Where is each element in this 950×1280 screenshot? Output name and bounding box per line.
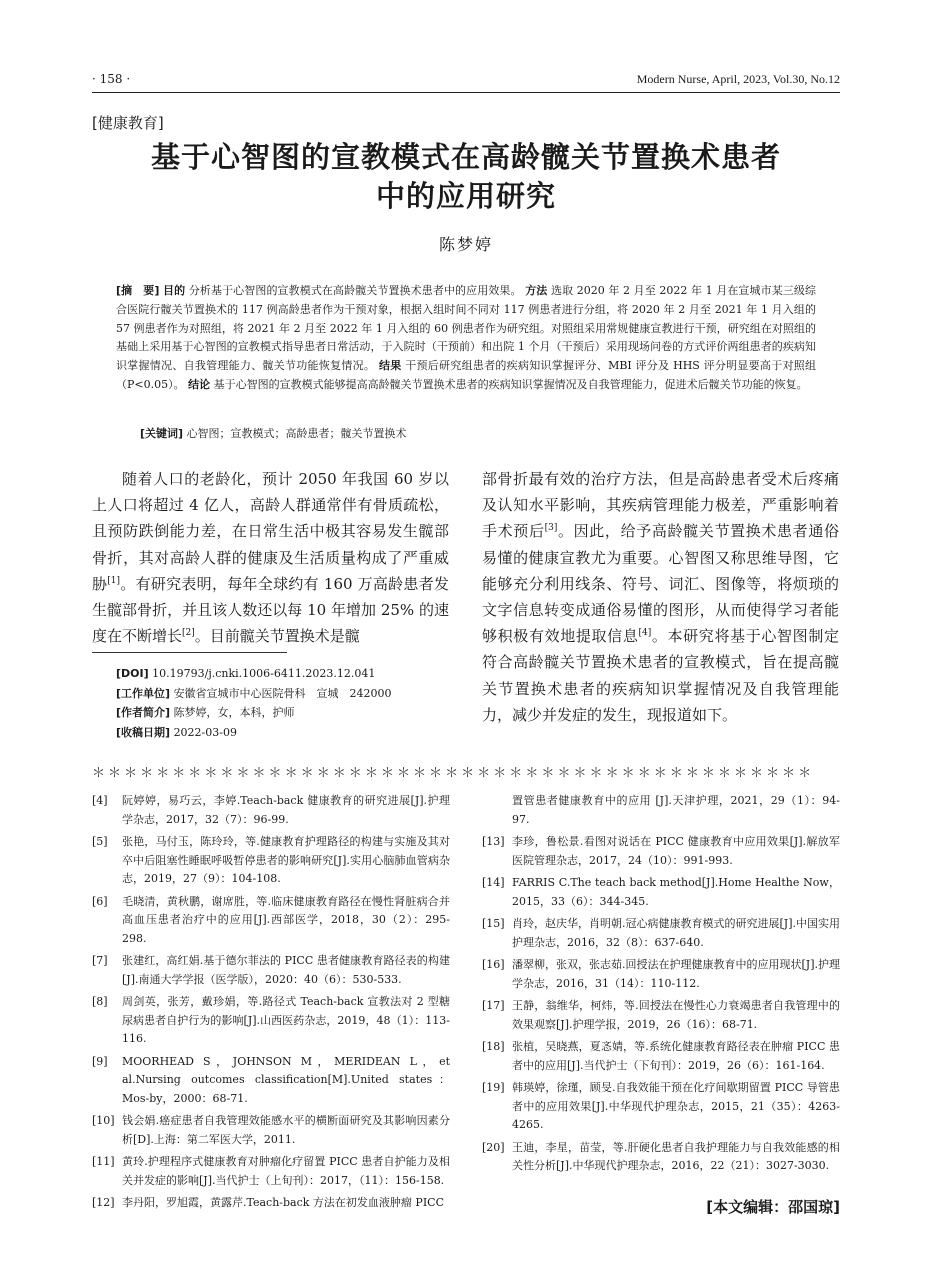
reference-text: 黄玲.护理程序式健康教育对肿瘤化疗留置 PICC 患者自护能力及相关并发症的影响[J].当代护士（上旬刊）：2017，（11）：156-158. — [122, 1155, 450, 1187]
reference-item — [482, 1079, 840, 1135]
reference-item — [482, 833, 840, 870]
reference-number: [12] — [92, 1196, 115, 1209]
footnote-date: [收稿日期] 2022-03-09 — [116, 726, 237, 740]
aim-label: 目的 — [163, 284, 186, 297]
reference-text: 张植，吴晓燕，夏忞婧，等.系统化健康教育路径表在肿瘤 PICC 患者中的应用[J].当代护士（下旬刊）：2019，26（6）：161-164. — [512, 1040, 840, 1072]
star-separator: ＊＊＊＊＊＊＊＊＊＊＊＊＊＊＊＊＊＊＊＊＊＊＊＊＊＊＊＊＊＊＊＊＊＊＊＊＊＊＊＊＊＊＊＊＊ — [92, 766, 815, 781]
reference-number: [10] — [92, 1114, 115, 1127]
result-label: 结果 — [378, 359, 402, 373]
reference-item — [92, 1153, 450, 1190]
reference-item — [92, 833, 450, 889]
reference-item — [482, 792, 840, 829]
reference-item — [92, 792, 450, 829]
citation: [4] — [638, 628, 652, 639]
citation: [3] — [544, 523, 558, 534]
reference-text: 周剑英，张芳，戴珍娟，等.路径式 Teach-back 宣教法对 2 型糖尿病患者自护行为的影响[J].山西医药杂志，2019，48（1）：113-116. — [122, 995, 450, 1045]
citation: [1] — [107, 575, 121, 586]
reference-text: 钱会娟.癌症患者自我管理效能感水平的横断面研究及其影响因素分析[D].上海：第二军医大学，2011. — [122, 1114, 450, 1146]
reference-number: [6] — [92, 894, 108, 908]
abstract — [116, 282, 816, 395]
reference-text: MOORHEAD S，JOHNSON M，MERIDEAN L，et al.Nursing outcomes classification[M].United states：Mos-by，2000：68-71. — [122, 1054, 450, 1105]
method-text: 选取 2020 年 2 月至 2022 年 1 月在宣城市某三级综合医院行髋关节置换术的 117 例高龄患者作为干预对象，根据入组时间不同对 117 例患者进行分组，将 2020 年 2 月至 2021 年 1 月入组的 57 例患者作为对照组，将 2021 年 2 月至 2022 年 1 月入组的 60 例患者作为研究组。对照组采用常规健康宣教进行干预，研究组在对照组的基础上采用基于心智图的宣教模式指导患者日常活动，于入院时（干预前）和出院 1 个月（干预后）采用现场问卷的方式评价两组患者的疾病知识掌握情况、自我管理能力、髋关节功能恢复情况。 — [116, 284, 816, 373]
result-text: 干预后研究组患者的疾病知识掌握评分、MBI 评分及 HHS 评分明显要高于对照组（P<0.05）。 — [116, 359, 817, 391]
reference-item — [92, 1053, 450, 1109]
editor-credit: [本文编辑：邵国琼] — [706, 1198, 840, 1216]
keywords-label: [关键词] — [140, 427, 184, 440]
reference-number: [9] — [92, 1054, 108, 1068]
page-number: · 158 · — [92, 72, 131, 86]
body-column-left — [92, 466, 449, 649]
reference-text: 潘翠柳，张双，张志茹.回授法在护理健康教育中的应用现状[J].护理学杂志，2016，31（14）：110-112. — [512, 958, 840, 990]
reference-number: [13] — [482, 835, 505, 848]
reference-item — [92, 1112, 450, 1149]
reference-text: 阮婷婷，易巧云，李婷.Teach-back 健康教育的研究进展[J].护理学杂志，2017，32（7）：96-99. — [122, 794, 450, 826]
reference-number: [16] — [482, 958, 505, 971]
article-title-line2: 中的应用研究 — [375, 179, 556, 213]
reference-item — [482, 1038, 840, 1075]
reference-text: 肖玲，赵庆华，肖明朝.冠心病健康教育模式的研究进展[J].中国实用护理杂志，2016，32（8）：637-640. — [512, 917, 840, 949]
reference-number: [15] — [482, 917, 505, 930]
reference-number — [482, 792, 512, 829]
keywords-text: 心智图；宣教模式；高龄患者；髋关节置换术 — [186, 427, 407, 440]
reference-item — [482, 956, 840, 993]
reference-number: [8] — [92, 995, 108, 1008]
header-rule — [92, 92, 840, 93]
conclusion-label: 结论 — [188, 377, 211, 391]
reference-number: [4] — [92, 794, 108, 807]
reference-text: 王静，翁维华，柯炜，等.回授法在慢性心力衰竭患者自我管理中的效果观察[J].护理学报，2019，26（16）：68-71. — [512, 999, 840, 1031]
article-title-line1: 基于心智图的宣教模式在高龄髋关节置换术患者 — [150, 140, 781, 174]
keywords — [140, 425, 407, 443]
reference-text: 张建红，高红娟.基于德尔菲法的 PICC 患者健康教育路径表的构建[J].南通大学学报（医学版），2020：40（6）：530-533. — [122, 954, 450, 986]
reference-text: 置管患者健康教育中的应用 [J].天津护理，2021，29（1）：94-97. — [512, 794, 840, 826]
reference-item — [482, 874, 840, 911]
footnote-rule — [92, 652, 287, 653]
reference-text: 张艳，马付玉，陈玲玲，等.健康教育护理路径的构建与实施及其对卒中后阻塞性睡眠呼吸暂停患者的影响研究[J].实用心脑肺血管病杂志，2019，27（9）：104-108. — [122, 835, 450, 885]
reference-number: [5] — [92, 835, 108, 848]
footnote-unit: [工作单位] 安徽省宣城市中心医院骨科 宣城 242000 — [116, 686, 392, 700]
aim-text: 分析基于心智图的宣教模式在高龄髋关节置换术患者中的应用效果。 — [188, 284, 522, 297]
journal-info: Modern Nurse, April, 2023, Vol.30, No.12 — [636, 72, 840, 86]
footnotes — [116, 664, 456, 743]
method-label: 方法 — [525, 284, 548, 297]
references-left — [92, 792, 450, 1217]
reference-number: [11] — [92, 1155, 115, 1168]
references-right — [482, 792, 840, 1180]
reference-item — [92, 993, 450, 1049]
reference-number: [14] — [482, 876, 505, 889]
abstract-label: [摘 要] — [116, 284, 160, 297]
reference-item — [92, 893, 450, 949]
citation: [2] — [182, 628, 195, 639]
reference-text: FARRIS C.The teach back method[J].Home Healthe Now，2015，33（6）：344-345. — [512, 876, 840, 908]
author-name: 陈梦婷 — [438, 235, 493, 254]
reference-number: [18] — [482, 1040, 505, 1053]
reference-item — [482, 997, 840, 1034]
section-tag: [健康教育] — [92, 114, 164, 132]
reference-item — [92, 1194, 450, 1213]
reference-text: 韩瑛婷，徐瑾，顾旻.自我效能干预在化疗间歇期留置 PICC 导管患者中的应用效果[J].中华现代护理杂志，2015，21（35）：4263-4265. — [512, 1081, 840, 1131]
footnote-doi: [DOI] 10.19793/j.cnki.1006-6411.2023.12.041 — [116, 667, 376, 680]
reference-text: 毛晓清，黄秋鹏，谢席胜，等.临床健康教育路径在慢性肾脏病合并高血压患者治疗中的应用[J].西部医学，2018，30（2）：295-298. — [122, 894, 450, 945]
reference-item — [482, 915, 840, 952]
reference-text: 李丹阳，罗旭霞，黄露芹.Teach-back 方法在初发血液肿瘤 PICC — [122, 1196, 445, 1209]
reference-item — [92, 952, 450, 989]
conclusion-text: 基于心智图的宣教模式能够提高高龄髋关节置换术患者的疾病知识掌握情况及自我管理能力，促进术后髋关节功能的恢复。 — [213, 377, 808, 391]
reference-item — [482, 1139, 840, 1176]
footnote-author: [作者简介] 陈梦婷，女，本科，护师 — [116, 706, 295, 720]
reference-number: [19] — [482, 1081, 505, 1094]
reference-text: 李珍，鲁松景.看图对说话在 PICC 健康教育中应用效果[J].解放军医院管理杂志，2017，24（10）：991-993. — [512, 835, 840, 867]
body-paragraph: 部骨折最有效的治疗方法，但是高龄患者受术后疼痛及认知水平影响，其疾病管理能力极差，严重影响着手术预后[3]。因此，给予高龄髋关节置换术患者通俗易懂的健康宣教尤为重要。心智图又称思维导图，它能够充分利用线条、符号、词汇、图像等，将烦琐的文字信息转变成通俗易懂的图形，从而使得学习者能够积极有效地提取信息[4]。本研究将基于心智图制定符合高龄髋关节置换术患者的宣教模式，旨在提高髋关节置换术患者的疾病知识掌握情况及自我管理能力，减少并发症的发生，现报道如下。 — [482, 470, 839, 724]
reference-text: 王迪，李星，苗莹，等.肝硬化患者自我护理能力与自我效能感的相关性分析[J].中华现代护理杂志，2016，22（21）：3027-3030. — [512, 1140, 840, 1172]
body-paragraph: 随着人口的老龄化，预计 2050 年我国 60 岁以上人口将超过 4 亿人，高龄人群通常伴有骨质疏松，且预防跌倒能力差，在日常生活中极其容易发生髋部骨折，其对高龄人群的健康及生活质量构成了严重威胁[1]。有研究表明，每年全球约有 160 万高龄患者发生髋部骨折，并且该人数还以每 10 年增加 25% 的速度在不断增长[2]。目前髋关节置换术是髋 — [92, 470, 449, 646]
reference-number: [7] — [92, 954, 108, 967]
reference-number: [20] — [482, 1140, 505, 1154]
reference-number: [17] — [482, 999, 505, 1012]
body-column-right — [482, 466, 839, 728]
